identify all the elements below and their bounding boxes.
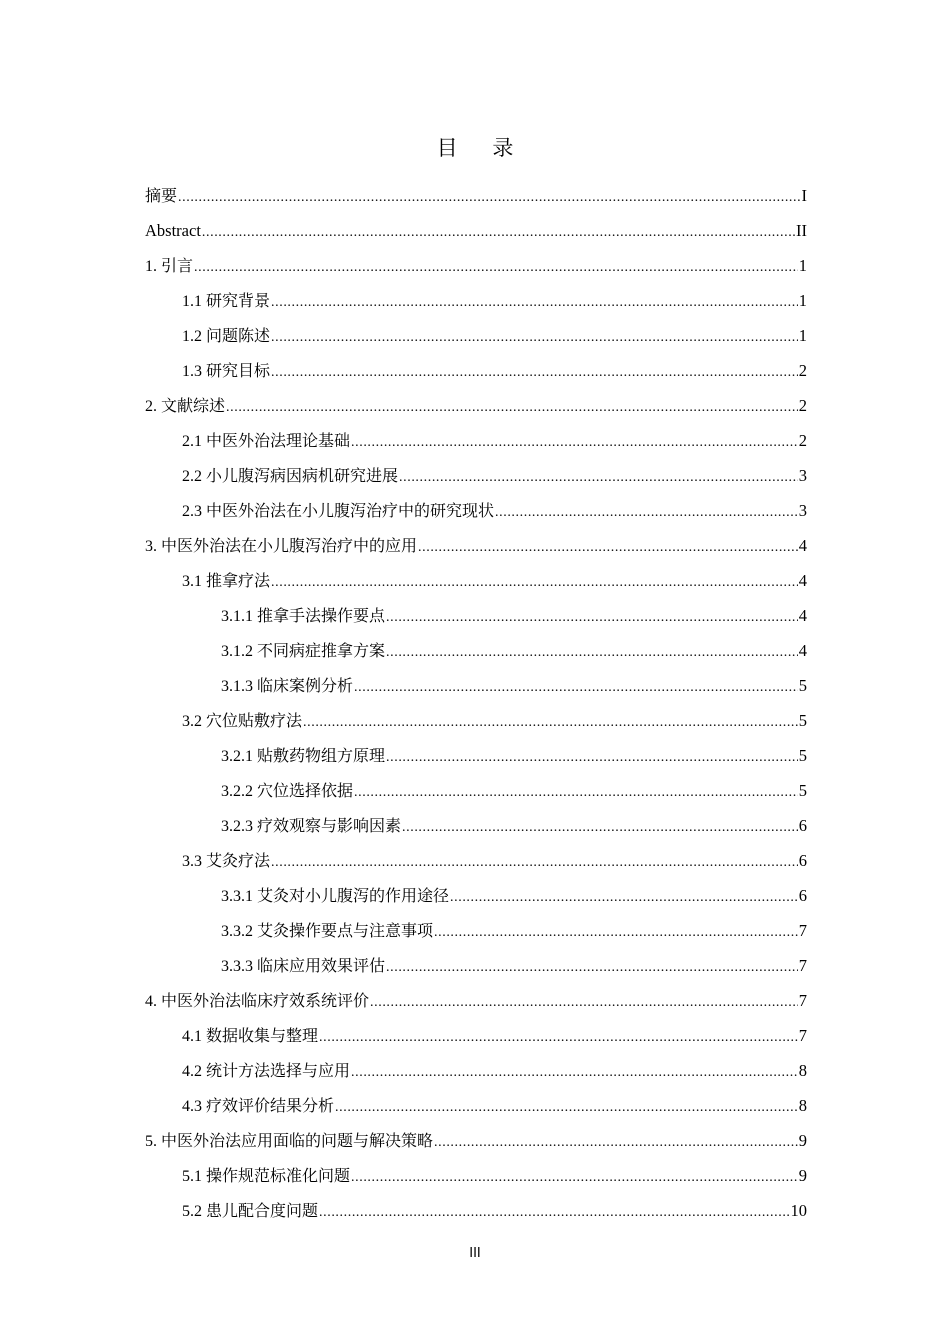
toc-entry-page: 6 [798, 886, 807, 905]
toc-entry-title: 中医外治法临床疗效系统评价 [161, 991, 370, 1010]
toc-entry[interactable] [145, 318, 807, 353]
toc-entry-title: 不同病症推拿方案 [257, 641, 386, 660]
toc-entry[interactable] [145, 1018, 807, 1053]
toc-entry-title: 问题陈述 [206, 326, 271, 345]
toc-entry-page: I [801, 186, 807, 205]
toc-dot-leader [351, 1160, 798, 1195]
toc-entry[interactable] [145, 1088, 807, 1123]
toc-entry-number: 4.3 [182, 1098, 202, 1115]
toc-entry[interactable] [145, 878, 807, 913]
toc-dot-leader [386, 635, 798, 670]
toc-entry-title: 中医外治法在小儿腹泻治疗中的应用 [161, 536, 418, 555]
toc-entry-title: 中医外治法理论基础 [206, 431, 351, 450]
toc-entry-number: 5.1 [182, 1168, 202, 1185]
toc-entry[interactable] [145, 178, 807, 213]
toc-entry-title: 疗效评价结果分析 [206, 1096, 335, 1115]
toc-entry-page: 1 [798, 291, 807, 310]
toc-entry-page: 2 [798, 431, 807, 450]
toc-entry-number: 3.3.3 [221, 958, 253, 975]
toc-entry-title: 艾灸疗法 [206, 851, 271, 870]
toc-entry-page: 7 [798, 1026, 807, 1045]
toc-entry-number: 4. [145, 993, 157, 1010]
toc-entry-number: 1.1 [182, 293, 202, 310]
toc-entry-title: 穴位贴敷疗法 [206, 711, 303, 730]
toc-entry[interactable] [145, 808, 807, 843]
toc-entry-number: 2.3 [182, 503, 202, 520]
toc-dot-leader [271, 355, 798, 390]
toc-entry-page: 4 [798, 536, 807, 555]
toc-entry-title: 艾灸操作要点与注意事项 [257, 921, 434, 940]
toc-entry[interactable] [145, 843, 807, 878]
toc-dot-leader [399, 460, 798, 495]
toc-entry[interactable] [145, 1158, 807, 1193]
toc-entry-title: 研究目标 [206, 361, 271, 380]
toc-entry-page: 1 [798, 326, 807, 345]
toc-entry[interactable] [145, 248, 807, 283]
toc-entry[interactable] [145, 983, 807, 1018]
toc-entry-title: 贴敷药物组方原理 [257, 746, 386, 765]
toc-entry-page: 4 [798, 641, 807, 660]
toc-dot-leader [202, 215, 795, 250]
toc-entry-title: 摘要 [145, 186, 178, 205]
toc-dot-leader [271, 320, 798, 355]
toc-entry-number: 1. [145, 258, 157, 275]
toc-entry-number: 2.1 [182, 433, 202, 450]
toc-title: 目 录 [436, 136, 528, 160]
toc-entry[interactable] [145, 633, 807, 668]
toc-entry-title: 临床应用效果评估 [257, 956, 386, 975]
toc-dot-leader [351, 425, 798, 460]
toc-entry-number: 3.3.2 [221, 923, 253, 940]
toc-entry-page: 8 [798, 1096, 807, 1115]
toc-entry-page: 6 [798, 851, 807, 870]
toc-entry-page: 2 [798, 361, 807, 380]
toc-entry[interactable] [145, 493, 807, 528]
toc-dot-leader [418, 530, 798, 565]
toc-entry-number: 5. [145, 1133, 157, 1150]
toc-dot-leader [271, 845, 798, 880]
toc-entry[interactable] [145, 283, 807, 318]
toc-entry-number: 3.1 [182, 573, 202, 590]
toc-entry-number: 4.2 [182, 1063, 202, 1080]
toc-entry[interactable] [145, 528, 807, 563]
toc-entry-title: 小儿腹泻病因病机研究进展 [206, 466, 399, 485]
toc-entry-title: 疗效观察与影响因素 [257, 816, 402, 835]
toc-entry-title: Abstract [145, 221, 201, 240]
toc-entry-number: 3.2.3 [221, 818, 253, 835]
toc-entry-page: 5 [798, 781, 807, 800]
toc-entry[interactable] [145, 213, 807, 248]
toc-entry-page: 3 [798, 466, 807, 485]
toc-dot-leader [434, 1125, 798, 1160]
toc-dot-leader [351, 1055, 798, 1090]
toc-dot-leader [370, 985, 798, 1020]
toc-dot-leader [271, 285, 798, 320]
toc-entry-title: 数据收集与整理 [206, 1026, 319, 1045]
toc-dot-leader [495, 495, 798, 530]
toc-dot-leader [386, 950, 798, 985]
toc-entry[interactable] [145, 353, 807, 388]
table-of-contents [145, 178, 807, 1228]
toc-entry-number: 1.3 [182, 363, 202, 380]
toc-dot-leader [450, 880, 798, 915]
toc-entry-page: 4 [798, 606, 807, 625]
toc-entry-page: 10 [790, 1201, 807, 1220]
toc-entry-number: 2. [145, 398, 157, 415]
toc-entry-title: 推拿疗法 [206, 571, 271, 590]
toc-entry-title: 文献综述 [161, 396, 226, 415]
page-number: III [469, 1246, 481, 1261]
toc-entry-number: 3.1.1 [221, 608, 253, 625]
toc-entry-page: 7 [798, 991, 807, 1010]
toc-dot-leader [271, 565, 798, 600]
toc-entry-page: 9 [798, 1131, 807, 1150]
toc-entry[interactable] [145, 1193, 807, 1228]
toc-dot-leader [434, 915, 798, 950]
toc-entry[interactable] [145, 1053, 807, 1088]
toc-entry-page: 3 [798, 501, 807, 520]
toc-entry-title: 引言 [161, 256, 194, 275]
toc-entry-number: 5.2 [182, 1203, 202, 1220]
toc-dot-leader [319, 1195, 789, 1230]
toc-entry-number: 3.2.2 [221, 783, 253, 800]
toc-entry-title: 临床案例分析 [257, 676, 354, 695]
toc-entry-number: 2.2 [182, 468, 202, 485]
toc-entry-number: 4.1 [182, 1028, 202, 1045]
toc-entry[interactable] [145, 773, 807, 808]
toc-entry-number: 3.1.3 [221, 678, 253, 695]
toc-entry-number: 3.3 [182, 853, 202, 870]
toc-dot-leader [354, 670, 798, 705]
toc-entry-page: 1 [798, 256, 807, 275]
toc-entry-title: 统计方法选择与应用 [206, 1061, 351, 1080]
toc-dot-leader [354, 775, 798, 810]
toc-dot-leader [386, 600, 798, 635]
toc-entry[interactable] [145, 948, 807, 983]
toc-entry-title: 中医外治法在小儿腹泻治疗中的研究现状 [206, 501, 495, 520]
toc-entry-number: 3.3.1 [221, 888, 253, 905]
toc-entry-page: 9 [798, 1166, 807, 1185]
toc-entry-number: 3.2 [182, 713, 202, 730]
toc-entry-title: 研究背景 [206, 291, 271, 310]
toc-entry-page: 7 [798, 956, 807, 975]
toc-dot-leader [402, 810, 798, 845]
toc-entry-title: 患儿配合度问题 [206, 1201, 319, 1220]
toc-dot-leader [178, 180, 800, 215]
toc-entry[interactable] [145, 913, 807, 948]
toc-entry-number: 3.2.1 [221, 748, 253, 765]
toc-entry[interactable] [145, 703, 807, 738]
toc-entry[interactable] [145, 668, 807, 703]
toc-entry-title: 中医外治法应用面临的问题与解决策略 [161, 1131, 434, 1150]
toc-entry[interactable] [145, 458, 807, 493]
toc-entry[interactable] [145, 1123, 807, 1158]
toc-entry[interactable] [145, 563, 807, 598]
toc-entry-title: 操作规范标准化问题 [206, 1166, 351, 1185]
toc-entry-page: II [796, 221, 807, 240]
toc-dot-leader [386, 740, 798, 775]
toc-entry-title: 艾灸对小儿腹泻的作用途径 [257, 886, 450, 905]
toc-dot-leader [303, 705, 798, 740]
toc-entry[interactable] [145, 598, 807, 633]
toc-entry[interactable] [145, 738, 807, 773]
toc-dot-leader [319, 1020, 798, 1055]
toc-entry-page: 5 [798, 676, 807, 695]
toc-entry-page: 4 [798, 571, 807, 590]
toc-entry-page: 7 [798, 921, 807, 940]
toc-entry-page: 8 [798, 1061, 807, 1080]
toc-entry-number: 3. [145, 538, 157, 555]
toc-entry-page: 5 [798, 711, 807, 730]
toc-dot-leader [335, 1090, 798, 1125]
toc-entry[interactable] [145, 388, 807, 423]
toc-entry-number: 3.1.2 [221, 643, 253, 660]
toc-entry-page: 5 [798, 746, 807, 765]
toc-dot-leader [226, 390, 798, 425]
toc-entry-page: 6 [798, 816, 807, 835]
toc-entry-number: 1.2 [182, 328, 202, 345]
toc-entry-title: 推拿手法操作要点 [257, 606, 386, 625]
toc-dot-leader [194, 250, 798, 285]
toc-entry-title: 穴位选择依据 [257, 781, 354, 800]
toc-entry-page: 2 [798, 396, 807, 415]
toc-entry[interactable] [145, 423, 807, 458]
